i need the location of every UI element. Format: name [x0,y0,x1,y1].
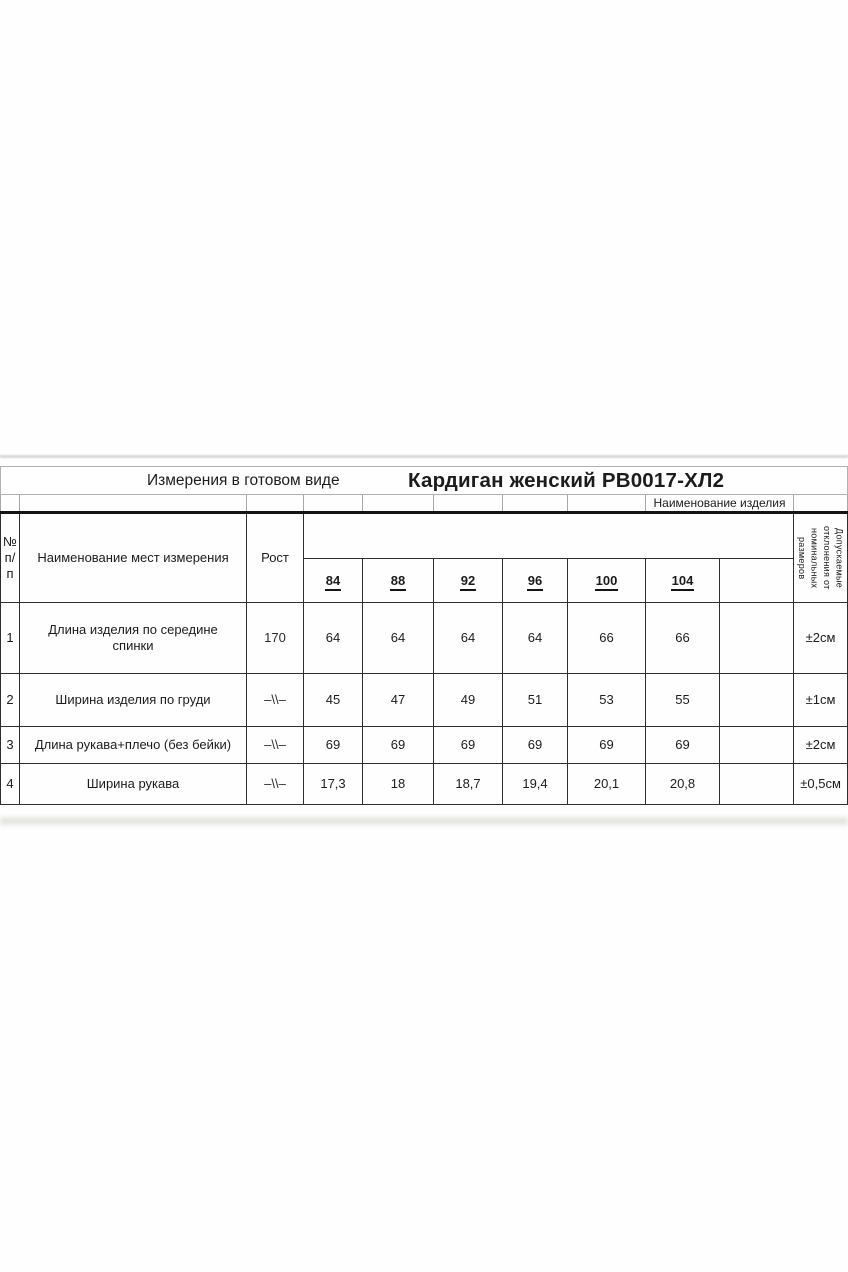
product-title: Кардиган женский РВ0017-ХЛ2 [408,468,725,492]
size-value: 69 [434,727,503,764]
size-header-92 [434,559,503,603]
empty-cell [720,727,794,764]
measurement-name [20,727,247,764]
measurement-name [20,603,247,674]
size-header-84 [304,559,363,603]
measurement-name-line: Длина изделия по середине [48,622,218,637]
size-value: 64 [363,603,434,674]
size-header-label: 104 [671,573,695,591]
size-value: 18,7 [434,764,503,805]
size-value: 69 [568,727,646,764]
title-cell [1,467,848,495]
allowance-value: ±0,5см [794,764,848,805]
size-value: 20,8 [646,764,720,805]
size-header-label: 92 [460,573,476,591]
size-header-label: 88 [390,573,406,591]
measurement-spec-table [0,466,848,805]
table-row [1,727,848,764]
size-value: 69 [304,727,363,764]
height-value: –\\– [247,674,304,727]
col-header-row-number [1,513,20,603]
allowance-value: ±2см [794,727,848,764]
row-number-header-line: п [6,566,14,581]
header-row-upper [1,513,848,559]
product-name-label-row [1,495,848,513]
size-value: 69 [363,727,434,764]
size-header-label: 100 [595,573,619,591]
size-value: 20,1 [568,764,646,805]
product-name-label: Наименование изделия [646,495,794,513]
table-row [1,674,848,727]
row-number-header-line: п/ [4,550,16,565]
label-row-cell [247,495,304,513]
size-value: 69 [646,727,720,764]
table-subtitle: Измерения в готовом виде [147,471,340,489]
size-value: 51 [503,674,568,727]
size-value: 53 [568,674,646,727]
size-header-label: 96 [527,573,543,591]
table-row [1,603,848,674]
row-number-header-line: № [3,534,17,549]
size-header-96 [503,559,568,603]
label-row-cell [363,495,434,513]
label-row-cell [1,495,20,513]
size-value: 19,4 [503,764,568,805]
size-header-empty [720,559,794,603]
table-row [1,764,848,805]
size-value: 66 [646,603,720,674]
size-header-104 [646,559,720,603]
scan-artifact-line-top [0,455,848,458]
label-row-cell [503,495,568,513]
table-title-row [1,467,848,495]
allowance-vertical-label: Допускаемые отклонения от номинальных размеров [797,526,845,590]
size-value: 17,3 [304,764,363,805]
size-value: 66 [568,603,646,674]
row-number: 2 [1,674,20,727]
scan-artifact-line-bottom [0,817,848,825]
row-number: 1 [1,603,20,674]
measurement-name-line: Длина рукава+плечо (без бейки) [34,737,232,752]
size-header-88 [363,559,434,603]
measurement-name-line: Ширина изделия по груди [55,692,211,707]
size-value: 47 [363,674,434,727]
row-number: 4 [1,764,20,805]
sizes-band-cell [304,513,794,559]
size-value: 18 [363,764,434,805]
size-value: 45 [304,674,363,727]
allowance-value: ±2см [794,603,848,674]
col-header-height: Рост [247,513,304,603]
size-value: 64 [434,603,503,674]
size-header-label: 84 [325,573,341,591]
measurement-name [20,764,247,805]
empty-cell [720,764,794,805]
label-row-cell [568,495,646,513]
size-value: 64 [503,603,568,674]
measurement-name-line: Ширина рукава [86,776,180,791]
size-value: 49 [434,674,503,727]
empty-cell [720,674,794,727]
col-header-measurement-name: Наименование мест измерения [20,513,247,603]
size-value: 55 [646,674,720,727]
row-number: 3 [1,727,20,764]
height-value: –\\– [247,764,304,805]
size-value: 64 [304,603,363,674]
height-value: 170 [247,603,304,674]
label-row-cell [20,495,247,513]
empty-cell [720,603,794,674]
height-value: –\\– [247,727,304,764]
size-header-100 [568,559,646,603]
allowance-value: ±1см [794,674,848,727]
col-header-allowance [794,513,848,603]
measurement-name [20,674,247,727]
label-row-cell [434,495,503,513]
size-value: 69 [503,727,568,764]
label-row-cell [794,495,848,513]
measurement-name-line: спинки [112,638,154,653]
label-row-cell [304,495,363,513]
